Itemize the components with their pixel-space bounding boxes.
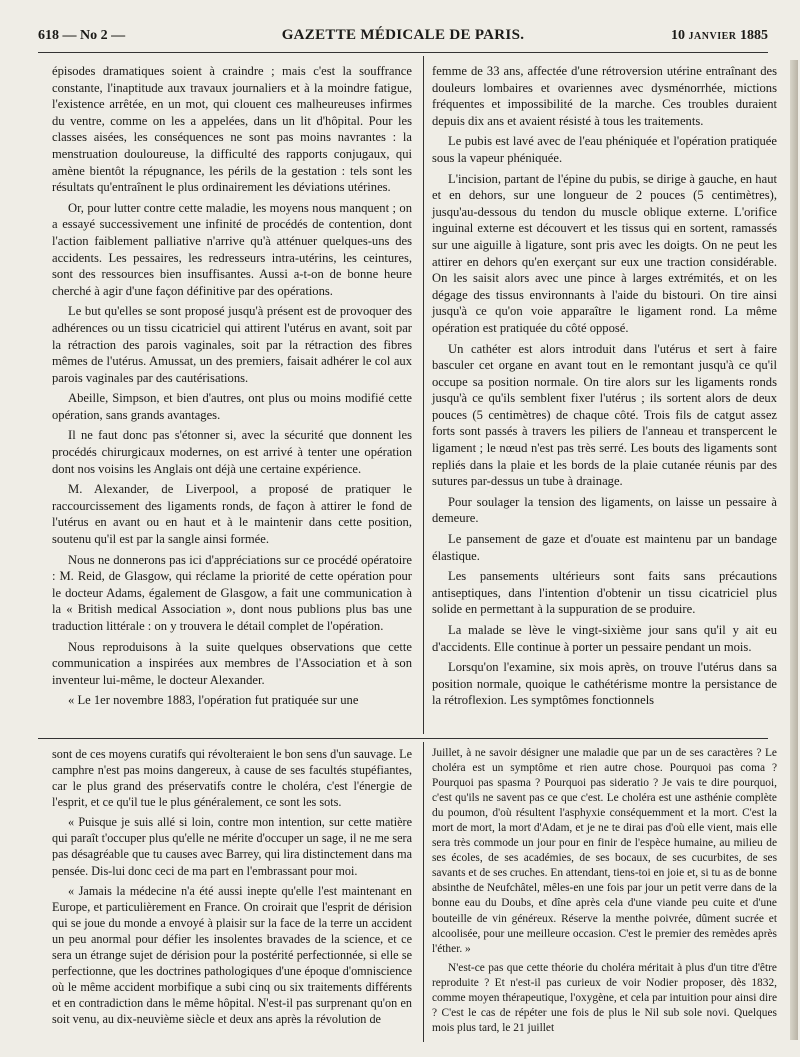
column-divider-upper [423, 56, 424, 734]
paragraph: épisodes dramatiques soient à craindre ; mais c'est la souffrance constante, l'inaptitude aux travaux journaliers et à la moindre fatigue, l'existence arrêtée, en un mot, qui clouent ces malheureuses infirmes du ventre, comme on les a appelées, dans un lit d'hôpital. Pour les classes aisées, les conséquences ne sont pas moins navrantes : la menstruation douloureuse, la difficulté des rapports conjugaux, qui amène bientôt la répugnance, les périls de la gestation : tels sont les résultats qu'entraînent le plus ordinairement les déviations utérines. [52, 64, 412, 195]
paragraph: M. Alexander, de Liverpool, a proposé de pratiquer le raccourcissement des ligaments ronds, de façon à attirer le fond de l'utérus en avant ou en haut et à le maintenir dans cette position, soutenu qu'il est par la sangle ainsi formée. [52, 482, 412, 547]
paragraph: Le pubis est lavé avec de l'eau phéniquée et l'opération pratiquée sous la vapeur phéniquée. [432, 134, 777, 165]
feuilleton-column-right [432, 746, 777, 1040]
section-rule [38, 738, 768, 739]
paragraph: Pour soulager la tension des ligaments, on laisse un pessaire à demeure. [432, 494, 777, 526]
date-month: JANVIER [688, 31, 737, 42]
paragraph: N'est-ce pas que cette théorie du choléra méritait à plus d'un titre d'être reproduite ? Et n'est-il pas curieux de voir Nodier proposer, dès 1832, comme moyen thérapeutique, l'oxygène, et cela par intuition pour ainsi dire ? C'est le cas de répéter une fois de plus le Nil sub sole novi. Quelques mois plus tard, le 21 juillet [432, 961, 777, 1034]
page-edge-shadow [790, 60, 798, 1040]
paragraph: Or, pour lutter contre cette maladie, les moyens nous manquent ; on a essayé successivement une infinité de procédés de contention, dont l'action faiblement palliative n'arrive qu'à atténuer quelques-uns des accidents. Les pessaires, les redresseurs intra-utérins, les ceintures, sont des ressources bien insuffisantes. Aussi a-t-on de bonne heure cherché à agir d'une façon définitive par des opérations. [52, 200, 412, 298]
paragraph: Abeille, Simpson, et bien d'autres, ont plus ou moins modifié cette opération, sans grands avantages. [52, 391, 412, 422]
paragraph: Il ne faut donc pas s'étonner si, avec la sécurité que donnent les procédés chirurgicaux modernes, on est arrivé à tenter une opération dont nos voisins les Anglais ont déjà une certaine expérience. [52, 428, 412, 476]
article-column-upper-left [52, 63, 412, 713]
paragraph: Un cathéter est alors introduit dans l'utérus et sert à faire basculer cet organe en avant tout en le remontant jusqu'à ce qu'il occupe sa position normale. On tire alors sur les ligaments ronds jusqu'à ce qu'ils semblent fixer l'utérus ; ils sortent alors de deux pouces (5 centimètres) de chaque côté. Trois fils de catgut assez forts sont passés à travers les piliers de l'anneau et transpercent le ligament ; le nœud n'est pas très serré. Les bouts des ligaments sont repliés dans la plaie et les bords de la plaie cutanée réunis par des sutures par-dessus un tube à drainage. [432, 341, 777, 489]
paragraph: Nous reproduisons à la suite quelques observations que cette communication a inspirées aux membres de l'Association et à son inventeur lui-même, le docteur Alexander. [52, 639, 412, 687]
paragraph: Les pansements ultérieurs sont faits sans précautions antiseptiques, dans l'intention d'obtenir un tissu cicatriciel plus solide en permettant à la suppuration de se produire. [432, 569, 777, 617]
feuilleton-column-left [52, 746, 412, 1031]
paragraph: La malade se lève le vingt-sixième jour sans qu'il y ait eu d'accidents. Elle continue à porter un pessaire pendant un mois. [432, 623, 777, 654]
paragraph: sont de ces moyens curatifs qui révolteraient le bon sens d'un sauvage. Le camphre n'est pas moins dangereux, à cause de ses facultés stupéfiantes, car le plus grand des préservatifs contre le choléra, c'est l'énergie de l'esprit, et ce qu'il tue le plus généralement, ce sont les sots. [52, 747, 412, 810]
date-year: 1885 [740, 28, 768, 43]
paragraph: Lorsqu'on l'examine, six mois après, on trouve l'utérus dans sa position normale, quoique le cathétérisme montre la persistance de la rétroflexion. Les symptômes fonctionnels [432, 660, 777, 708]
page-number: 618 — No 2 — [38, 28, 126, 43]
paragraph: Nous ne donnerons pas ici d'appréciations sur ce procédé opératoire : M. Reid, de Glasgow, qui réclame la priorité de cette opération pour le docteur Adams, également de Glasgow, a fait une communication à la « British medical Association », dont nous publions plus bas une traduction littérale : on y trouvera le détail complet de l'opération. [52, 552, 412, 633]
paragraph: femme de 33 ans, affectée d'une rétroversion utérine entraînant des douleurs lombaires et ovariennes avec dysménorrhée, mictions fréquentes et impossibilité de la marche. Ces troubles duraient depuis dix ans et avaient résisté à tous les traitements. [432, 64, 777, 128]
paragraph: L'incision, partant de l'épine du pubis, se dirige à gauche, en haut et en dehors, sur une longueur de 2 pouces (5 centimètres), jusqu'au-dessous du tendon du muscle oblique externe. L'orifice inguinal externe est découvert et les tissus qui en sortent, ramassés sur une aiguille à ligature, sont pris avec les doigts. On ne peut les attirer en dehors qu'en exerçant sur eux une traction considérable. On les saisit alors avec une pince à larges extrémités, et on les dégage des tissus environnants à l'aide du bistouri. On tire ainsi jusqu'à ce qu'on voie apparaître le ligament rond. La même opération est pratiquée du côté opposé. [432, 171, 777, 335]
article-column-upper-right [432, 63, 777, 713]
paragraph: « Le 1er novembre 1883, l'opération fut pratiquée sur une [68, 693, 359, 708]
paragraph: Juillet, à ne savoir désigner une maladie que par un de ses caractères ? Le choléra est un symptôme et rien autre chose. Pourquoi pas coma ? Pourquoi pas spasma ? Pourquoi pas sideratio ? Je vais te dire pourquoi, c'est qu'ils ne savent pas ce que c'est. Le choléra est une asthénie complète du poumon, d'où résultent l'asphyxie conséquemment et la mort. C'est la mort de mort, la mort d'Adam, et je ne te dirai pas d'où elle vient, mais elle sera très commode un jour pour en finir de l'espèce humaine, au milieu de ses écoles, de ses académies, de ses bocaux, de ses cucurbites, de ses savants et de ses cruches. En attendant, tiens-toi en joie et, si tu as de bonne absinthe de Neufchâtel, mêles-en une fois par jour un petit verre dans de la bonne eau du Doubs, et dîne après cela d'une viande peu cuite et d'une bouteille de vin généreux. Réserve la menthe poivrée, dûment sucrée et alcoolisée, pour une meilleure occasion. C'est le premier des remèdes après l'éther. » [432, 747, 777, 955]
paragraph: Le but qu'elles se sont proposé jusqu'à présent est de provoquer des adhérences ou un tissu cicatriciel qui attirent l'utérus en avant, soit par la rétraction des parois vaginales, soit par la rétraction des fibres mêmes de l'utérus. Amussat, un des premiers, faisait adhérer le col aux parois vaginales par des cautérisations. [52, 304, 412, 385]
header-rule [38, 52, 768, 53]
page-header [38, 24, 768, 48]
paragraph: Le pansement de gaze et d'ouate est maintenu par un bandage élastique. [432, 532, 777, 563]
issue-date [671, 28, 768, 44]
date-day: 10 [671, 28, 686, 43]
column-divider-lower [423, 742, 424, 1042]
paragraph: « Jamais la médecine n'a été aussi inepte qu'elle l'est maintenant en Europe, et particulièrement en France. On croirait que l'esprit de dérision qui se joue du monde a envoyé à plaisir sur la face de la terre un accident un peu anormal pour défier les insolentes bravades de la science, et ce sera un étrange sujet de dérision pour la postérité perfectionnée, si elle se perfectionne, que les doctrines pathologiques d'une époque d'omniscience où le même accident morbifique a subi cinq ou six traitements différents et en contradiction dans le même hôpital. N'est-il pas surprenant qu'on en soit venu, au dix-neuvième siècle et deux ans après la révolution de [52, 883, 412, 1027]
paragraph: « Puisque je suis allé si loin, contre mon intention, sur cette matière qui paraît t'occuper plus qu'elle ne mérite d'occuper un sage, il ne me sera pas désagréable que tu causes avec Barrey, qui lira distinctement dans ma pensée. Dis-lui donc ceci de ma part en l'embrassant pour moi. [52, 815, 412, 878]
journal-title: GAZETTE MÉDICALE DE PARIS. [281, 27, 525, 43]
